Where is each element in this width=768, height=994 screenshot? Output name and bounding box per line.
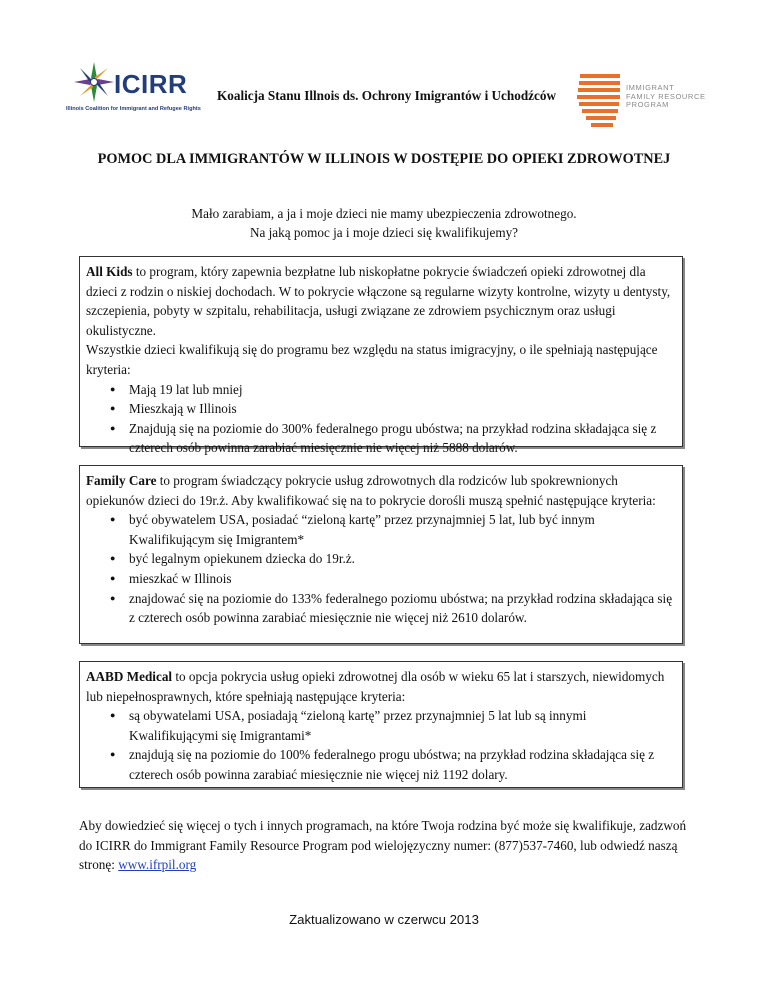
list-item: ● mieszkać w Illinois [129, 569, 676, 589]
program-description: to program świadczący pokrycie usług zdrowotnych dla rodziców lub spokrewnionych opiekunów dzieci do 19r.ż. Aby kwalifikować się na to pokrycie dorośli muszą spełnić następujące kryteria: [86, 473, 656, 508]
icirr-subtitle: Illinois Coalition for Immigrant and Refugee Rights [66, 106, 201, 112]
program-name: Family Care [86, 473, 157, 488]
all-kids-section [79, 256, 683, 456]
illinois-state-icon [574, 72, 626, 130]
footer-text: Aby dowiedzieć się więcej o tych i innych programach, na które Twoja rodzina być może się kwalifikuje, zadzwoń do ICIRR do Immigrant Family Resource Program pod wielojęzyczny numer: (877)537-7460, lub odwiedź naszą stronę: [79, 818, 687, 873]
program-description: to program, który zapewnia bezpłatne lub niskopłatne pokrycie świadczeń opieki zdrowotnej dla dzieci z rodzin o niskiej dochodach. W to pokrycie włączone są regularne wizyty kontrolne, wizyty u dentysty, szczepienia, pobyty w szpitalu, rehabilitacja, usługi związane ze zdrowiem psychicznym oraz usługi okulistyczne. [86, 264, 671, 338]
footer-contact [79, 816, 689, 875]
icirr-wordmark: ICIRR [114, 69, 188, 99]
family-care-section [79, 465, 683, 644]
program-name: All Kids [86, 264, 133, 279]
header [66, 62, 706, 124]
updated-date: Zaktualizowano w czerwcu 2013 [289, 912, 479, 927]
list-item: ● znajdować się na poziomie do 133% federalnego poziomu ubóstwa; na przykład rodzina składająca się z czterech osób powinna zarabiać miesięcznie nie więcej niż 2610 dolarów. [129, 589, 676, 628]
list-item: ● być obywatelem USA, posiadać “zieloną kartę” przez przynajmniej 5 lat, lub być innym Kwalifikującym się Imigrantem* [129, 510, 676, 549]
icirr-logo [66, 62, 216, 118]
coalition-name: Koalicja Stanu Illnois ds. Ochrony Imigrantów i Uchodźców [217, 88, 556, 103]
program-name: AABD Medical [86, 669, 173, 684]
criteria-list [86, 380, 676, 458]
page-title: POMOC DLA IMMIGRANTÓW W ILLINOIS W DOSTĘPIE DO OPIEKI ZDROWOTNEJ [97, 151, 671, 167]
list-item: ● znajdują się na poziomie do 100% federalnego progu ubóstwa; na przykład rodzina składająca się z czterech osób powinna zarabiać miesięcznie nie więcej niż 1192 dolary. [129, 745, 676, 784]
ifrp-logo [566, 72, 716, 130]
compass-star-icon [74, 62, 114, 102]
criteria-list [86, 510, 676, 628]
aabd-medical-section [79, 661, 683, 788]
criteria-list [86, 706, 676, 784]
website-link[interactable]: www.ifrpil.org [118, 857, 197, 873]
list-item: ● Mają 19 lat lub mniej [129, 380, 676, 400]
list-item: ● Znajdują się na poziomie do 300% federalnego progu ubóstwa; na przykład rodzina składająca się z czterech osób powinna zarabiać miesięcznie nie więcej niż 5888 dolarów. [129, 419, 676, 458]
list-item: ● są obywatelami USA, posiadają “zieloną kartę” przez przynajmniej 5 lat lub są innymi Kwalifikującymi się Imigrantami* [129, 706, 676, 745]
list-item: ● być legalnym opiekunem dziecka do 19r.ż. [129, 549, 676, 569]
criteria-intro: Wszystkie dzieci kwalifikują się do programu bez względu na status imigracyjny, o ile spełniają następujące kryteria: [86, 342, 658, 377]
ifrp-wordmark: IMMIGRANT FAMILY RESOURCE PROGRAM [626, 83, 706, 109]
list-item: ● Mieszkają w Illinois [129, 399, 676, 419]
program-description: to opcja pokrycia usług opieki zdrowotnej dla osób w wieku 65 lat i starszych, niewidomych lub niepełnosprawnych, które spełniają następujące kryteria: [86, 669, 665, 704]
intro-question: Mało zarabiam, a ja i moje dzieci nie mamy ubezpieczenia zdrowotnego. Na jaką pomoc ja i moje dzieci się kwalifikujemy? [191, 206, 577, 240]
